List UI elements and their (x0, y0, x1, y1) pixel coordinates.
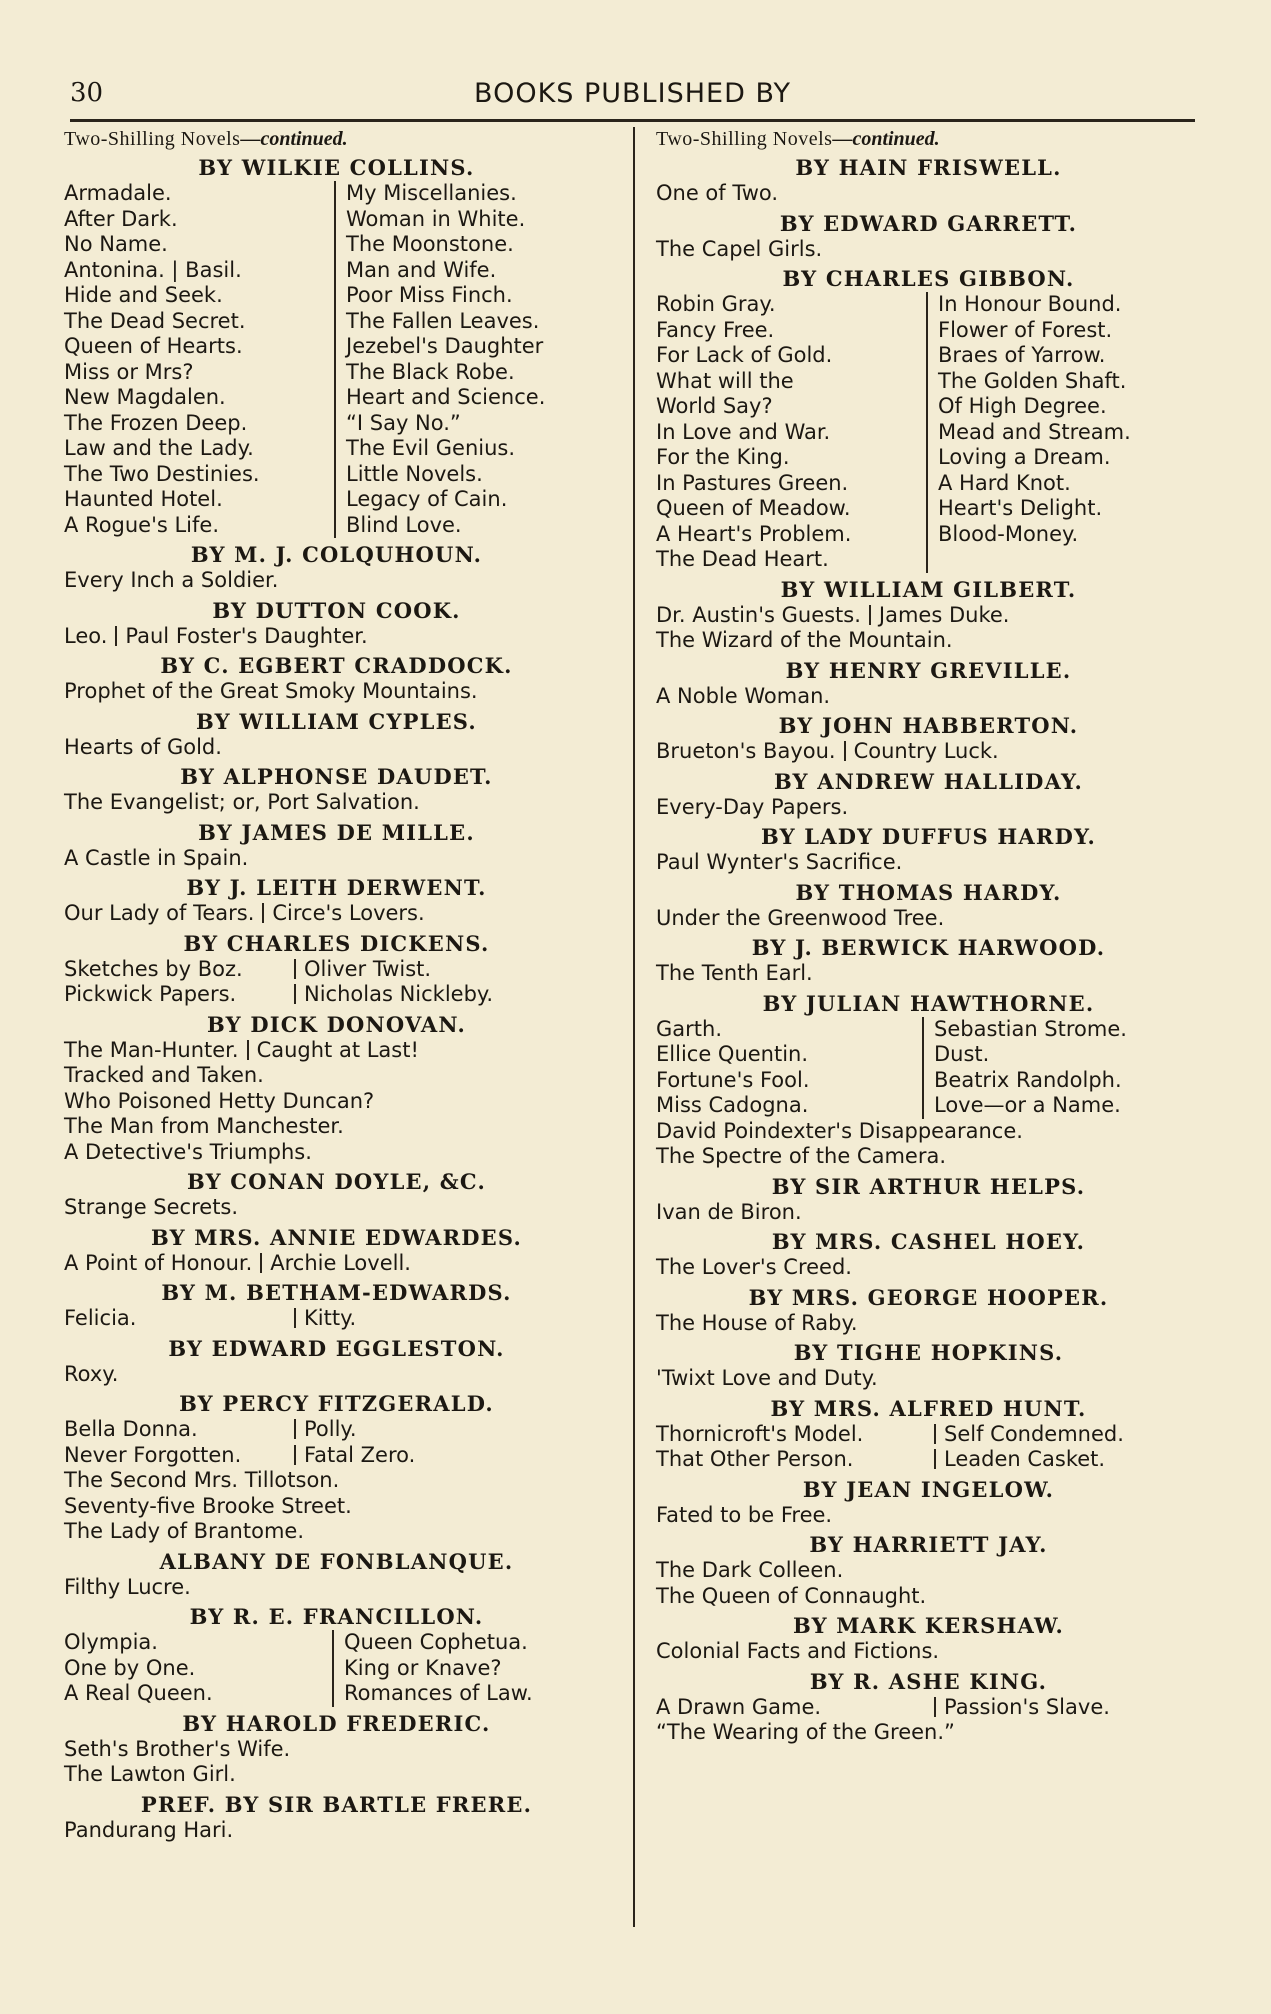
author-heading: BY CHARLES DICKENS. (183, 930, 490, 956)
book-title: Sebastian Strome. (934, 1016, 1127, 1041)
author-heading: ALBANY DE FONBLANQUE. (159, 1548, 514, 1574)
book-title: The Two Destinies. (64, 461, 260, 486)
book-title: No Name. (64, 232, 168, 256)
book-title: 'Twixt Love and Duty. (656, 1366, 878, 1390)
author-heading: BY ANDREW HALLIDAY. (773, 768, 1084, 794)
author-heading: BY M. BETHAM-EDWARDS. (161, 1280, 512, 1305)
header-rule (70, 119, 1195, 122)
book-title: Filthy Lucre. (64, 1574, 191, 1599)
book-title-pair: Our Lady of Tears. Circe's Lovers. (64, 901, 425, 925)
book-title: Who Poisoned Hetty Duncan? (64, 1088, 375, 1113)
title-column (64, 1630, 334, 1707)
title-column (924, 1017, 1127, 1119)
author-heading: BY WILKIE COLLINS. (198, 155, 475, 180)
book-title: One of Two. (656, 181, 779, 205)
book-title: The Dead Secret. (64, 308, 246, 333)
book-title: Under the Greenwood Tree. (656, 905, 945, 930)
book-title: A Hard Knot. (938, 470, 1071, 495)
book-title: Romances of Law. (344, 1681, 533, 1705)
book-title-pair: That Other Person. Leaden Casket. (656, 1447, 1106, 1471)
book-title: Paul Wynter's Sacrifice. (656, 850, 903, 874)
book-title: Strange Secrets. (64, 1195, 239, 1219)
author-heading: BY M. J. COLQUHOUN. (190, 542, 483, 567)
book-title: What will the (656, 368, 794, 393)
book-title: Loving a Dream. (938, 445, 1111, 469)
author-heading: BY HARRIETT JAY. (809, 1532, 1048, 1557)
title-column (656, 1017, 924, 1119)
running-title: BOOKS PUBLISHED BY (474, 78, 791, 109)
book-title: Fated to be Free. (656, 1502, 833, 1527)
author-heading: BY R. ASHE KING. (809, 1668, 1048, 1694)
book-title: Ivan de Biron. (656, 1199, 802, 1224)
book-title: The Frozen Deep. (64, 410, 248, 435)
author-heading: BY R. E. FRANCILLON. (189, 1604, 484, 1629)
book-title: In Pastures Green. (656, 470, 849, 495)
book-title: Woman in White. (346, 206, 526, 231)
page-number: 30 (70, 78, 104, 108)
book-title: Fancy Free. (656, 317, 775, 342)
book-title: A Heart's Problem. (656, 521, 852, 546)
book-title: The Black Robe. (346, 359, 515, 384)
book-title: Seth's Brother's Wife. (64, 1736, 291, 1761)
book-title-pair: Bella Donna. Polly. (64, 1417, 357, 1441)
book-title: Miss or Mrs? (64, 359, 194, 384)
book-title-pair: Pickwick Papers. Nicholas Nickleby. (64, 982, 494, 1006)
book-title: Little Novels. (346, 461, 483, 486)
book-title: Colonial Facts and Fictions. (656, 1639, 940, 1663)
book-title: The Second Mrs. Tillotson. (64, 1468, 340, 1492)
author-heading: BY J. BERWICK HARWOOD. (751, 935, 1106, 960)
book-title: Armadale. (64, 181, 172, 205)
book-title: Queen of Hearts. (64, 334, 243, 358)
book-title: Law and the Lady. (64, 436, 254, 460)
book-title: A Rogue's Life. (64, 512, 220, 537)
author-heading: BY J. LEITH DERWENT. (186, 875, 487, 900)
title-column (334, 1630, 533, 1707)
author-heading: BY C. EGBERT CRADDOCK. (160, 653, 513, 678)
book-title: A Noble Woman. (656, 683, 831, 708)
book-title: Blood-Money. (938, 521, 1079, 546)
book-title: A Detective's Triumphs. (64, 1139, 312, 1164)
book-title: Every-Day Papers. (656, 794, 849, 819)
book-title: Braes of Yarrow. (938, 343, 1106, 367)
book-title: Ellice Quentin. (656, 1042, 809, 1066)
author-heading: BY ALPHONSE DAUDET. (180, 764, 493, 789)
book-title: My Miscellanies. (346, 181, 517, 205)
book-title-pair: Dr. Austin's Guests. James Duke. (656, 602, 1010, 627)
author-heading: BY HAIN FRISWELL. (795, 155, 1062, 180)
author-heading: BY MRS. CASHEL HOEY. (771, 1229, 1086, 1254)
title-list-two-col (64, 181, 609, 538)
author-heading: BY JOHN HABBERTON. (778, 713, 1079, 738)
author-heading: BY EDWARD GARRETT. (779, 210, 1078, 236)
book-title: Mead and Stream. (938, 419, 1131, 444)
book-title: One by One. (64, 1655, 196, 1680)
book-title: The Tenth Earl. (656, 961, 813, 985)
book-title: Queen of Meadow. (656, 496, 851, 520)
book-title: The House of Raby. (656, 1310, 858, 1335)
author-heading: BY CHARLES GIBBON. (782, 266, 1075, 291)
book-title: The Evangelist; or, Port Salvation. (64, 790, 420, 814)
book-title: The Dead Heart. (656, 547, 829, 571)
section-title: Two-Shilling Novels—continued. (64, 128, 348, 150)
author-heading: BY HENRY GREVILLE. (785, 657, 1072, 683)
author-heading: BY DUTTON COOK. (212, 597, 461, 623)
book-title: David Poindexter's Disappearance. (656, 1118, 1023, 1143)
book-title: Poor Miss Finch. (346, 283, 513, 307)
section-title: Two-Shilling Novels—continued. (656, 128, 940, 150)
book-title: Haunted Hotel. (64, 487, 223, 511)
book-title: A Real Queen. (64, 1681, 213, 1705)
column-divider (633, 127, 635, 1927)
title-column (928, 292, 1131, 573)
author-heading: BY LADY DUFFUS HARDY. (761, 824, 1096, 849)
right-column (656, 128, 1201, 1746)
book-title: Seventy-five Brooke Street. (64, 1493, 352, 1518)
author-heading: BY THOMAS HARDY. (795, 879, 1062, 905)
book-title: The Lover's Creed. (656, 1255, 852, 1279)
author-heading: BY DICK DONOVAN. (207, 1011, 466, 1037)
author-heading: BY JEAN INGELOW. (802, 1476, 1055, 1502)
book-title: Man and Wife. (346, 257, 497, 282)
book-title: The Lady of Brantome. (64, 1519, 305, 1543)
author-heading: BY CONAN DOYLE, &C. (187, 1169, 486, 1194)
book-title: The Queen of Connaught. (656, 1583, 927, 1608)
book-title-pair: A Drawn Game. Passion's Slave. (656, 1694, 1110, 1719)
book-title: Legacy of Cain. (346, 487, 508, 511)
book-title: Flower of Forest. (938, 317, 1113, 342)
book-title: A Castle in Spain. (64, 845, 249, 870)
author-heading: BY PERCY FITZGERALD. (179, 1391, 494, 1416)
book-title-pair: Never Forgotten. Fatal Zero. (64, 1442, 416, 1467)
book-title: The Lawton Girl. (64, 1762, 236, 1786)
book-title: “The Wearing of the Green.” (656, 1720, 955, 1744)
author-heading: BY MRS. GEORGE HOOPER. (748, 1284, 1109, 1310)
author-heading: BY JULIAN HAWTHORNE. (762, 990, 1095, 1016)
author-heading: BY WILLIAM GILBERT. (780, 576, 1077, 602)
author-heading: BY MRS. ANNIE EDWARDES. (151, 1224, 522, 1250)
author-heading: BY MRS. ALFRED HUNT. (770, 1395, 1087, 1421)
book-title: Love—or a Name. (934, 1093, 1121, 1117)
book-title: Fortune's Fool. (656, 1067, 810, 1092)
title-column (656, 292, 928, 573)
book-title: The Man from Manchester. (64, 1114, 344, 1138)
book-title: The Spectre of the Camera. (656, 1144, 947, 1168)
book-title: After Dark. (64, 206, 178, 231)
left-column (64, 128, 609, 1843)
title-list-two-col (64, 1630, 609, 1707)
book-title-pair: Leo. Paul Foster's Daughter. (64, 623, 368, 648)
book-title: The Golden Shaft. (938, 368, 1127, 393)
author-heading: BY MARK KERSHAW. (792, 1613, 1065, 1638)
book-title: Jezebel's Daughter (346, 334, 544, 358)
title-list-two-col (656, 292, 1201, 573)
book-title: Antonina. | Basil. (64, 257, 242, 282)
book-title: Blind Love. (346, 512, 462, 537)
title-list-two-col (656, 1017, 1201, 1119)
book-title: The Moonstone. (346, 232, 514, 256)
book-title-pair: Sketches by Boz. Oliver Twist. (64, 956, 432, 981)
book-title: For Lack of Gold. (656, 343, 833, 367)
page-header (70, 78, 1195, 114)
book-title: Roxy. (64, 1361, 119, 1386)
book-title-pair: Thornicroft's Model. Self Condemned. (656, 1421, 1124, 1446)
book-title: Garth. (656, 1016, 722, 1041)
book-title: Olympia. (64, 1630, 158, 1654)
book-title: New Magdalen. (64, 385, 226, 409)
author-heading: BY JAMES DE MILLE. (198, 819, 475, 845)
book-title: Of High Degree. (938, 394, 1107, 418)
book-title-pair: Felicia. Kitty. (64, 1306, 357, 1330)
author-heading: PREF. BY SIR BARTLE FRERE. (140, 1791, 533, 1817)
book-title-pair: Brueton's Bayou. Country Luck. (656, 739, 999, 763)
book-title: Beatrix Randolph. (934, 1067, 1122, 1092)
book-title: Heart's Delight. (938, 496, 1103, 520)
book-title: The Fallen Leaves. (346, 308, 540, 333)
book-title: The Dark Colleen. (656, 1558, 844, 1582)
author-heading: BY HAROLD FREDERIC. (182, 1710, 491, 1736)
book-title: Prophet of the Great Smoky Mountains. (64, 679, 478, 703)
book-title: The Evil Genius. (346, 436, 516, 460)
book-title: Pandurang Hari. (64, 1817, 234, 1842)
book-title-pair: The Man-Hunter. Caught at Last! (64, 1037, 419, 1062)
book-title: Robin Gray. (656, 292, 776, 316)
book-title: “I Say No.” (346, 410, 461, 435)
title-column (336, 181, 545, 538)
book-title: The Wizard of the Mountain. (656, 628, 953, 652)
book-title: Tracked and Taken. (64, 1063, 264, 1087)
book-title: Queen Cophetua. (344, 1630, 528, 1654)
book-title: For the King. (656, 445, 790, 469)
book-title: Heart and Science. (346, 385, 546, 409)
book-title: Hide and Seek. (64, 283, 223, 307)
author-heading: BY WILLIAM CYPLES. (196, 708, 477, 734)
book-title: World Say? (656, 394, 773, 418)
author-heading: BY SIR ARTHUR HELPS. (771, 1173, 1086, 1199)
book-title: Every Inch a Soldier. (64, 568, 279, 592)
author-heading: BY EDWARD EGGLESTON. (168, 1335, 505, 1361)
book-title-pair: A Point of Honour. Archie Lovell. (64, 1250, 411, 1275)
book-title: The Capel Girls. (656, 236, 823, 261)
title-column (64, 181, 336, 538)
book-title: Miss Cadogna. (656, 1093, 809, 1117)
book-title: Hearts of Gold. (64, 734, 222, 759)
author-heading: BY TIGHE HOPKINS. (793, 1340, 1064, 1365)
book-title: In Honour Bound. (938, 292, 1122, 316)
book-title: King or Knave? (344, 1655, 502, 1680)
book-title: Dust. (934, 1042, 990, 1066)
book-title: In Love and War. (656, 419, 831, 444)
